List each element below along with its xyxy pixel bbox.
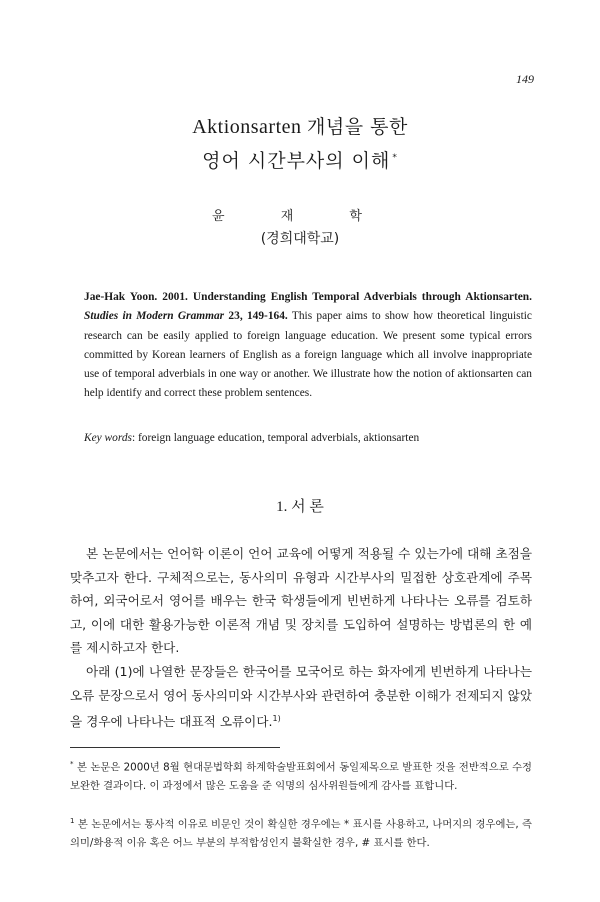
paragraph-2-text: 아래 (1)에 나열한 문장들은 한국어를 모국어로 하는 화자에게 빈번하게 나타나는 오류 문장으로서 영어 동사의미와 시간부사와 관련하여 충분한 이해가 전제되지 않았을 경우에 나타나는 대표적 오류이다.: [70, 663, 532, 730]
title-footnote-marker: *: [392, 152, 398, 163]
footnote-1-text: 본 논문은 2000년 8월 현대문법학회 하계학술발표회에서 동일제목으로 발표한 것을 전반적으로 수정 보완한 결과이다. 이 과정에서 많은 도움을 준 익명의 심사위원들에게 감사를 표합니다.: [70, 761, 532, 793]
footnote-divider: [70, 747, 280, 748]
author-name: 윤 재 학: [212, 209, 388, 224]
abstract: [84, 288, 532, 404]
title-korean: 개념을 통한: [307, 116, 408, 138]
title-line2-text: 영어 시간부사의 이해: [202, 150, 391, 172]
section-heading: 1. 서 론: [276, 499, 324, 515]
author-affiliation: (경희대학교): [260, 231, 340, 247]
footnote-ref: 1): [272, 714, 281, 724]
footnote-2: [70, 812, 532, 853]
paragraph-2: [70, 660, 532, 734]
paragraph-1: 본 논문에서는 언어학 이론이 언어 교육에 어떻게 적용될 수 있는가에 대해 초점을 맞추고자 한다. 구체적으로는, 동사의미 유형과 시간부사의 밀접한 상호관계에 주목하여, 외국어로서 영어를 배우는 한국 학생들에게 빈번하게 나타나는 오류를 검토하고, 이에 대한 활용가능한 이론적 개념 및 장치를 도입하여 설명하는 방법론의 한 예를 제시하고자 한다.: [70, 546, 532, 656]
page-number: 149: [516, 72, 534, 86]
paper-title-line1: [0, 112, 600, 139]
keywords-text: : foreign language education, temporal adverbials, aktionsarten: [132, 432, 420, 444]
abstract-journal: Studies in Modern Grammar: [84, 310, 225, 323]
body-text: [70, 542, 532, 734]
footnote-1-marker: *: [70, 760, 74, 768]
abstract-text: This paper aims to show how theoretical linguistic research can be easily applied to foreign language education. We present some typical errors committed by Korean learners of English as a foreign language which all involve inappropriate use of temporal adverbials in one way or another. We illustrate how the notion of aktionsarten can help identify and correct these problem sentences.: [84, 310, 532, 400]
footnote-2-marker: 1: [70, 817, 75, 825]
keywords-label: Key words: [84, 432, 132, 444]
abstract-volume: 23, 149-164.: [228, 310, 288, 323]
footnote-1: [70, 755, 532, 796]
abstract-citation: Jae-Hak Yoon. 2001. Understanding English Temporal Adverbials through Aktionsarten.: [84, 291, 532, 303]
footnote-2-text: 본 논문에서는 통사적 이유로 비문인 것이 확실한 경우에는 * 표시를 사용하고, 나머지의 경우에는, 즉 의미/화용적 이유 혹은 어느 부분의 부적합성인지 불확실한 경우, # 표시를 한다.: [70, 818, 532, 850]
title-latin: Aktionsarten: [192, 116, 302, 138]
paper-title-line2: [0, 146, 600, 173]
keywords: [84, 432, 532, 444]
